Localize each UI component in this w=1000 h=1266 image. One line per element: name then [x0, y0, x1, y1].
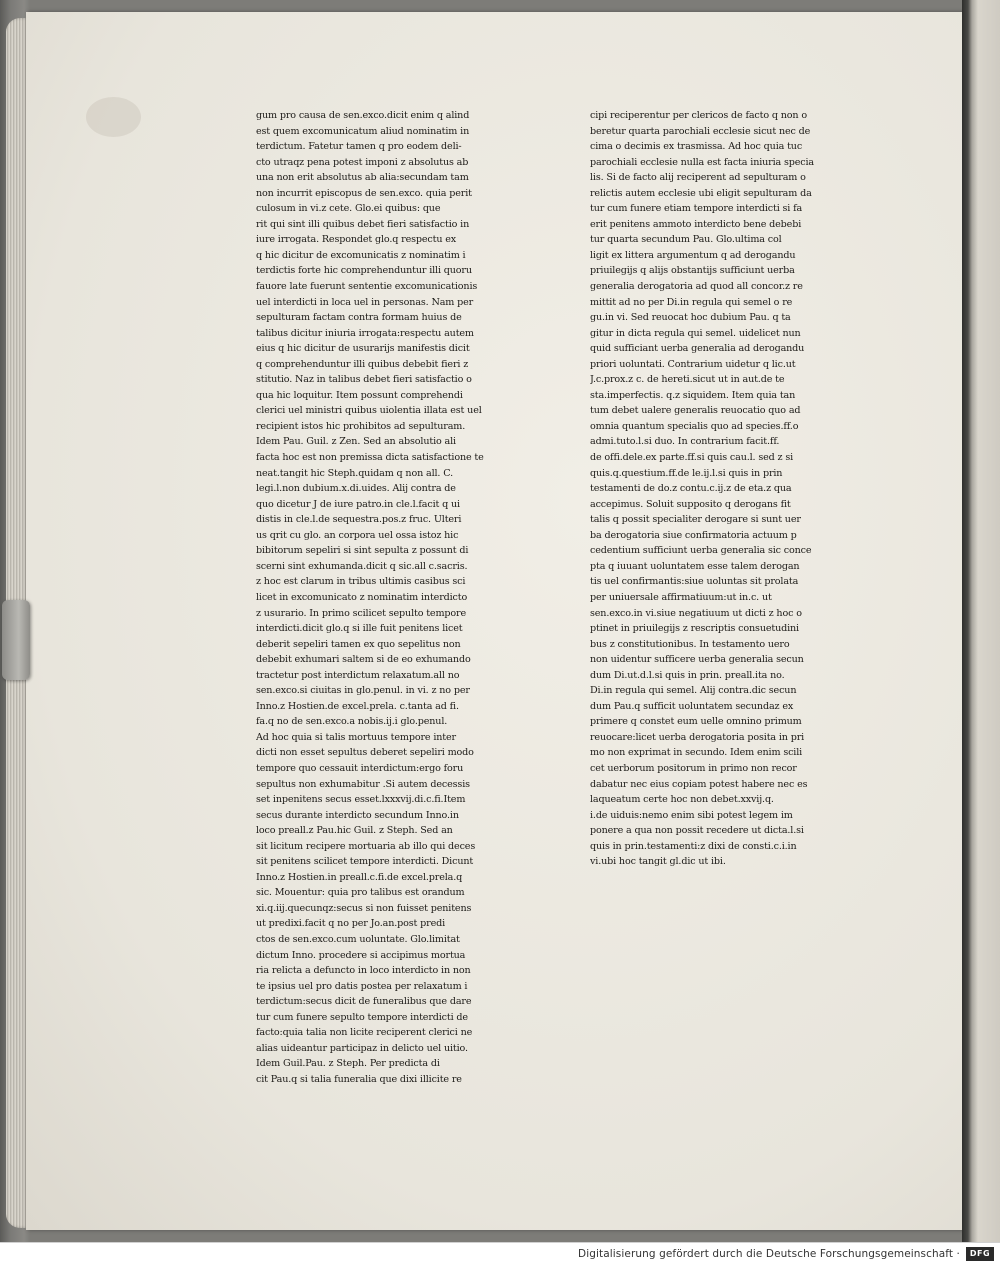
text-line: erit penitens ammoto interdicto bene debebi — [590, 218, 802, 230]
text-line: laqueatum certe hoc non debet.xxvij.q. — [590, 794, 774, 806]
text-line: sit licitum recipere mortuaria ab illo qui deces — [256, 840, 476, 852]
text-line: talis q possit specialiter derogare si sunt uer — [590, 514, 801, 526]
text-line: q hic dicitur de excomunicatis z nominatim i — [256, 249, 466, 261]
text-line: ria relicta a defuncto in loco interdicto in non — [256, 965, 471, 977]
text-line: cima o decimis ex trasmissa. Ad hoc quia tuc — [590, 141, 803, 153]
text-line: mo non exprimat in secundo. Idem enim scili — [590, 747, 803, 759]
text-line: relictis autem ecclesie ubi eligit sepulturam da — [590, 187, 812, 199]
text-line: fauore late fuerunt sententie excomunicationis — [256, 281, 478, 293]
text-line: Di.in regula qui semel. Alij contra.dic secun — [590, 685, 797, 697]
text-line: gum pro causa de sen.exco.dicit enim q alind — [256, 110, 470, 121]
book-gutter — [962, 0, 1000, 1242]
text-line: deberit sepeliri tamen ex quo sepelitus non — [256, 638, 461, 650]
text-line: testamenti de do.z contu.c.ij.z de eta.z qua — [590, 483, 792, 495]
text-line: qua hic loquitur. Item possunt comprehendi — [256, 389, 463, 401]
text-line: Inno.z Hostien.in preall.c.fi.de excel.prela.q — [256, 871, 463, 883]
text-line: tur quarta secundum Pau. Glo.ultima col — [590, 234, 782, 246]
text-line: generalia derogatoria ad quod all concor.z re — [590, 281, 803, 293]
funding-notice: Digitalisierung gefördert durch die Deutsche Forschungsgemeinschaft · — [578, 1248, 960, 1260]
text-line: tum debet ualere generalis reuocatio quo ad — [590, 405, 801, 417]
text-line: sit penitens scilicet tempore interdicti. Dicunt — [256, 856, 474, 868]
text-line: lis. Si de facto alij reciperent ad sepulturam o — [590, 172, 806, 184]
text-column-left — [256, 108, 488, 1087]
text-line: cit Pau.q si talia funeralia que dixi illicite re — [256, 1073, 462, 1085]
text-line: dum Di.ut.d.l.si quis in prin. preall.ita no. — [590, 669, 785, 681]
text-line: Inno.z Hostien.de excel.prela. c.tanta ad fi. — [256, 700, 459, 712]
text-line: sepultus non exhumabitur .Si autem decessis — [256, 778, 470, 790]
text-line: pta q iuuant uoluntatem esse talem derogan — [590, 560, 800, 572]
text-line: terdictum. Fatetur tamen q pro eodem deli- — [256, 141, 462, 153]
dfg-logo: DFG — [966, 1247, 994, 1261]
text-line: tis uel confirmantis:siue uoluntas sit prolata — [590, 576, 799, 588]
text-line: una non erit absolutus ab alia:secundam tam — [256, 172, 469, 184]
text-line: dictum Inno. procedere si accipimus mortua — [256, 949, 466, 961]
text-line: tur cum funere sepulto tempore interdicti de — [256, 1011, 468, 1023]
text-line: sepulturam factam contra formam huius de — [256, 312, 462, 324]
text-line: legi.l.non dubium.x.di.uides. Alij contra de — [256, 483, 456, 495]
text-line: quis in prin.testamenti:z dixi de consti.c.i.in — [590, 840, 797, 852]
text-line: z usurario. In primo scilicet sepulto tempore — [256, 607, 466, 619]
text-line: sic. Mouentur: quia pro talibus est orandum — [256, 887, 465, 899]
text-line: quid sufficiant uerba generalia ad derogandu — [590, 343, 805, 355]
text-line: J.c.prox.z c. de hereti.sicut ut in aut.de te — [590, 374, 785, 386]
text-line: dabatur nec eius copiam potest habere nec es — [590, 778, 808, 790]
text-line: eius q hic dicitur de usurarijs manifestis dicit — [256, 343, 470, 355]
text-line: facto:quia talia non licite reciperent clerici ne — [256, 1027, 473, 1039]
text-line: ut predixi.facit q no per Jo.an.post predi — [256, 918, 446, 930]
text-line: priori uoluntati. Contrarium uidetur q lic.ut — [590, 358, 796, 370]
text-line: quis.q.questium.ff.de le.ij.l.si quis in prin — [590, 467, 783, 479]
text-line: culosum in vi.z cete. Glo.ei quibus: que — [256, 203, 441, 215]
text-line: sen.exco.in vi.siue negatiuum ut dicti z hoc o — [590, 607, 802, 619]
text-column-right — [590, 108, 826, 870]
text-line: i.de uiduis:nemo enim sibi potest legem im — [590, 809, 793, 821]
text-line: facta hoc est non premissa dicta satisfactione te — [256, 452, 484, 464]
text-line: cto utraqz pena potest imponi z absolutus ab — [256, 156, 469, 168]
text-line: terdictis forte hic comprehenduntur illi quoru — [256, 265, 472, 277]
text-line: cedentium sufficiunt uerba generalia sic conce — [590, 545, 812, 557]
text-line: beretur quarta parochiali ecclesie sicut nec de — [590, 125, 811, 137]
text-line: ctos de sen.exco.cum uoluntate. Glo.limitat — [256, 933, 460, 945]
text-line: debebit exhumari saltem si de eo exhumando — [256, 654, 471, 666]
text-line: licet in excomunicato z nominatim interdicto — [256, 591, 468, 603]
text-line: Ad hoc quia si talis mortuus tempore inter — [256, 731, 456, 743]
paper-stain — [86, 97, 141, 137]
text-line: parochiali ecclesie nulla est facta iniuria specia — [590, 156, 814, 168]
text-line: uel interdicti in loca uel in personas. Nam per — [256, 296, 474, 308]
text-line: te ipsius uel pro datis postea per relaxatum i — [256, 980, 468, 992]
text-line: non uidentur sufficere uerba generalia secun — [590, 654, 804, 666]
text-line: ptinet in priuilegijs z rescriptis consuetudini — [590, 623, 799, 635]
text-line: gitur in dicta regula qui semel. uidelicet nun — [590, 327, 801, 339]
text-line: ligit ex littera argumentum q ad derogandu — [590, 249, 796, 261]
text-line: omnia quantum specialis quo ad species.ff.o — [590, 420, 799, 432]
text-line: xi.q.iij.quecunqz:secus si non fuisset penitens — [256, 902, 472, 914]
footer-bar — [0, 1242, 1000, 1266]
text-line: loco preall.z Pau.hic Guil. z Steph. Sed an — [256, 825, 453, 837]
text-line: accepimus. Soluit supposito q derogans fit — [590, 498, 791, 510]
text-line: mittit ad no per Di.in regula qui semel o re — [590, 296, 793, 308]
text-line: per uniuersale affirmatiuum:ut in.c. ut — [590, 591, 772, 603]
text-line: non incurrit episcopus de sen.exco. quia perit — [256, 187, 472, 199]
text-line: dicti non esset sepultus deberet sepeliri modo — [256, 747, 474, 759]
text-line: terdictum:secus dicit de funeralibus que dare — [256, 996, 472, 1008]
text-line: Idem Guil.Pau. z Steph. Per predicta di — [256, 1058, 440, 1070]
text-line: tractetur post interdictum relaxatum.all no — [256, 669, 460, 681]
text-line: Idem Pau. Guil. z Zen. Sed an absolutio ali — [256, 436, 456, 448]
text-line: alias uideantur participaz in delicto uel uitio. — [256, 1042, 468, 1054]
text-line: dum Pau.q sufficit uoluntatem secundaz ex — [590, 700, 794, 712]
text-line: bus z constitutionibus. In testamento uero — [590, 638, 790, 650]
book-clip — [2, 600, 30, 680]
text-line: vi.ubi hoc tangit gl.dic ut ibi. — [590, 856, 726, 868]
text-line: iure irrogata. Respondet glo.q respectu ex — [256, 234, 457, 246]
text-line: sen.exco.si ciuitas in glo.penul. in vi. z no per — [256, 685, 470, 697]
text-line: tempore quo cessauit interdictum:ergo foru — [256, 762, 464, 774]
text-line: q comprehenduntur illi quibus debebit fieri z — [256, 358, 469, 370]
text-line: ba derogatoria siue confirmatoria actuum p — [590, 529, 797, 541]
text-line: sta.imperfectis. q.z siquidem. Item quia tan — [590, 389, 796, 401]
text-line: reuocare:licet uerba derogatoria posita in pri — [590, 731, 805, 743]
text-line: clerici uel ministri quibus uiolentia illata est uel — [256, 405, 482, 417]
text-line: distis in cle.l.de sequestra.pos.z fruc. Ulteri — [256, 514, 462, 526]
text-line: secus durante interdicto secundum Inno.in — [256, 809, 459, 821]
text-line: scerni sint exhumanda.dicit q sic.all c.sacris. — [256, 560, 468, 572]
text-line: us qrit cu glo. an corpora uel ossa istoz hic — [256, 529, 459, 541]
text-line: primere q constet eum uelle omnino primum — [590, 716, 802, 728]
text-line: de offi.dele.ex parte.ff.si quis cau.l. sed z si — [590, 452, 794, 464]
text-line: rit qui sint illi quibus debet fieri satisfactio in — [256, 218, 470, 230]
text-line: z hoc est clarum in tribus ultimis casibus sci — [256, 576, 466, 588]
text-line: bibitorum sepeliri si sint sepulta z possunt di — [256, 545, 469, 557]
text-line: fa.q no de sen.exco.a nobis.ij.i glo.penul. — [256, 716, 448, 728]
text-line: interdicti.dicit glo.q si ille fuit penitens licet — [256, 623, 463, 635]
text-line: recipient istos hic prohibitos ad sepulturam. — [256, 420, 466, 432]
text-line: quo dicetur J de iure patro.in cle.l.facit q ui — [256, 498, 460, 510]
text-line: est quem excomunicatum aliud nominatim in — [256, 125, 470, 137]
text-line: gu.in vi. Sed reuocat hoc dubium Pau. q ta — [590, 312, 791, 324]
text-line: ponere a qua non possit recedere ut dicta.l.si — [590, 825, 804, 837]
text-line: priuilegijs q alijs obstantijs sufficiunt uerba — [590, 265, 795, 277]
text-line: stitutio. Naz in talibus debet fieri satisfactio o — [256, 374, 472, 386]
text-line: neat.tangit hic Steph.quidam q non all. C. — [256, 467, 453, 479]
text-line: tur cum funere etiam tempore interdicti si fa — [590, 203, 803, 215]
text-line: set inpenitens secus esset.lxxxvij.di.c.fi.Item — [256, 794, 466, 806]
text-line: cipi reciperentur per clericos de facto q non o — [590, 110, 807, 121]
text-line: cet uerborum positorum in primo non recor — [590, 762, 797, 774]
text-line: admi.tuto.l.si duo. In contrarium facit.ff. — [590, 436, 780, 448]
text-line: talibus dicitur iniuria irrogata:respectu autem — [256, 327, 474, 339]
